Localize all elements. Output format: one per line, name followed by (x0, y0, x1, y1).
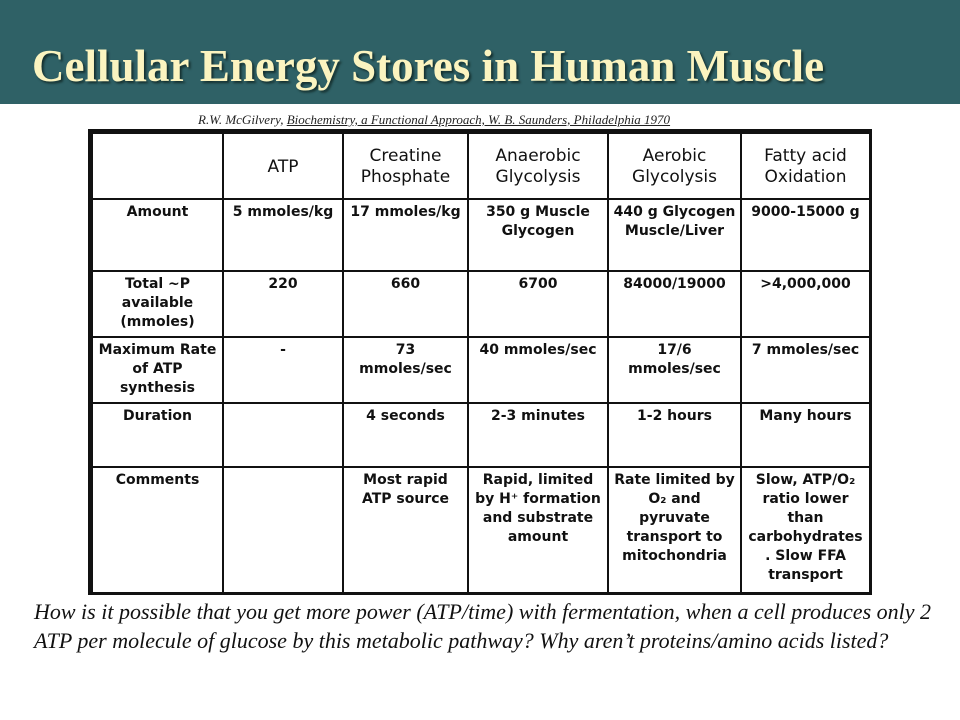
row-label: Comments (92, 467, 223, 593)
table-cell (223, 467, 343, 593)
table-cell: 7 mmoles/sec (741, 337, 870, 403)
table-cell: 6700 (468, 271, 608, 337)
table-row-amount (92, 199, 870, 271)
table-row-max-rate (92, 337, 870, 403)
table-cell: 660 (343, 271, 468, 337)
energy-stores-table-frame (88, 129, 872, 595)
slide-title: Cellular Energy Stores in Human Muscle (32, 41, 825, 91)
header-empty (92, 133, 223, 199)
table-cell: Slow, ATP/O₂ ratio lower than carbohydrates. Slow FFA transport (741, 467, 870, 593)
table-cell (223, 403, 343, 467)
table-cell: 17/6 mmoles/sec (608, 337, 741, 403)
table-row-duration (92, 403, 870, 467)
header-fatty-acid-oxidation: Fatty acid Oxidation (741, 133, 870, 199)
table-cell: 1-2 hours (608, 403, 741, 467)
table-cell: >4,000,000 (741, 271, 870, 337)
table-cell: Many hours (741, 403, 870, 467)
row-label: Duration (92, 403, 223, 467)
table-cell: 84000/19000 (608, 271, 741, 337)
table-cell: 2-3 minutes (468, 403, 608, 467)
header-atp: ATP (223, 133, 343, 199)
citation-author: R.W. McGilvery, (198, 112, 287, 127)
table-cell: 73 mmoles/sec (343, 337, 468, 403)
table-cell: Rapid, limited by H⁺ formation and substrate amount (468, 467, 608, 593)
table-cell: 350 g Muscle Glycogen (468, 199, 608, 271)
table-row-comments (92, 467, 870, 593)
citation-book: Biochemistry, a Functional Approach, W. B. Saunders, Philadelphia 1970 (286, 112, 671, 127)
table-cell: - (223, 337, 343, 403)
table-header-row (92, 133, 870, 199)
table-cell: 4 seconds (343, 403, 468, 467)
row-label: Amount (92, 199, 223, 271)
table-cell: 40 mmoles/sec (468, 337, 608, 403)
header-creatine-phosphate: Creatine Phosphate (343, 133, 468, 199)
table-cell: 9000-15000 g (741, 199, 870, 271)
table-row-total-p (92, 271, 870, 337)
header-aerobic-glycolysis: Aerobic Glycolysis (608, 133, 741, 199)
table-cell: Most rapid ATP source (343, 467, 468, 593)
row-label: Total ~P available (mmoles) (92, 271, 223, 337)
table-cell: 220 (223, 271, 343, 337)
energy-stores-table (91, 132, 871, 594)
row-label: Maximum Rate of ATP synthesis (92, 337, 223, 403)
title-bar (0, 0, 960, 104)
table-cell: 17 mmoles/kg (343, 199, 468, 271)
discussion-question: How is it possible that you get more power (ATP/time) with fermentation, when a cell produces only 2 ATP per molecule of glucose by this metabolic pathway? Why aren’t proteins/amino acids listed? (34, 599, 932, 653)
citation (198, 112, 670, 128)
table-cell: Rate limited by O₂ and pyruvate transport to mitochondria (608, 467, 741, 593)
table-cell: 440 g Glycogen Muscle/Liver (608, 199, 741, 271)
header-anaerobic-glycolysis: Anaerobic Glycolysis (468, 133, 608, 199)
table-cell: 5 mmoles/kg (223, 199, 343, 271)
